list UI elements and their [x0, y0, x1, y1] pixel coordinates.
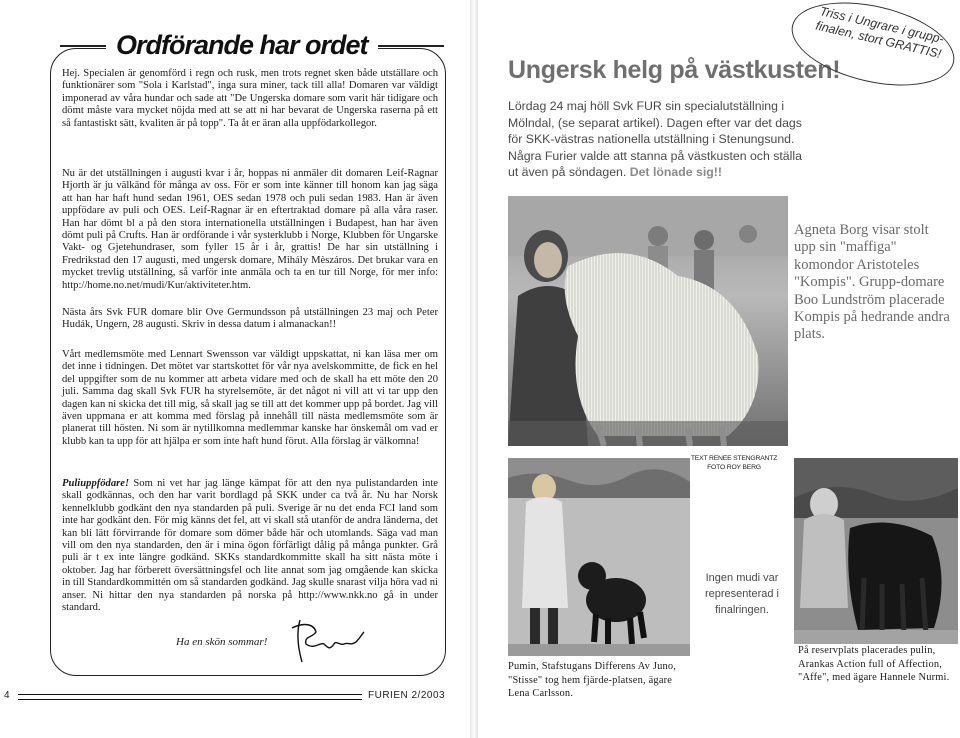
article-intro — [508, 98, 808, 181]
paragraph-body: Som ni vet har jag länge kämpat för att den nya pulistandarden inte skall godkännas, och den har varit bordlagd på SKK under ca två år. Nu har Norsk kennelklubb godkänt den nya standarden på puli. Sverige är nu det enda FCI land som inte har godkänt den. För mig känns det fel, att vi skall stå utanför de andra länderna, det kan bli lätt förvirrande för domare som dömer både här och utomlands. Säga vad man vill om den nya standarden, den är i mina ögon förfärligt dålig på många punkter. Grå puli är t ex inte längre godkänd. SKKs standardkommitte skall ha sitt nästa möte i oktober. Jag har förberett översättningsfel och lite annat som jag omgående kan skicka in till Standardkommittén om så standarden godkänd. Jag skulle snarast vilja höra vad ni anser. Ni hittar den nya standarden på norska på http://www.nkk.no gå in under standard. — [62, 478, 438, 614]
editorial-paragraph-3: Nästa års Svk FUR domare blir Ove Germundsson på utställningen 23 maj och Peter Hudák, Ungern, 28 augusti. Skriv in dessa datum i almanackan!! — [62, 307, 438, 331]
footer-issue: FURIEN 2/2003 — [368, 690, 446, 701]
article-headline: Ungersk helg på västkusten! — [508, 56, 841, 84]
paragraph-lead: Puliuppfödare! — [62, 478, 130, 489]
pumi-photo — [508, 458, 690, 656]
right-page — [478, 0, 960, 738]
page-gutter — [470, 0, 478, 738]
editorial-paragraph-1: Hej. Specialen är genomförd i regn och rusk, men trots regnet sken både utställare och funktionärer som "Sola i Karlstad", inga sura miner, tack till alla! Domaren var väldigt imponerad av våra hundar och sade att "De Ungerska domare som varit här tidigare och dömt måste vara mycket nöjda med att se att ni har bevarat de Ungerska raserna på ett så fantastiskt sätt, kvaliten är på topp". Ta åt er äran alla uppfödarkollegor. — [62, 68, 438, 129]
komondor-photo — [508, 196, 788, 446]
footer-rule — [18, 694, 362, 700]
editorial-title: Ordförande har ordet — [106, 30, 378, 61]
puli-image — [794, 458, 958, 644]
mudi-caption: Ingen mudi var representerad i finalringen. — [705, 572, 779, 616]
intro-emphasis: Det lönade sig!! — [626, 165, 722, 179]
title-rule-left — [60, 45, 110, 47]
komondor-image — [508, 196, 788, 446]
puli-caption: På reservplats placerades pulin, Arankas Action full of Affection, "Affe", med ägare Hannele Nurmi. — [798, 645, 950, 684]
puli-photo — [794, 458, 958, 644]
signature-icon — [286, 614, 366, 670]
photo-credits: TEXT RENEE STENGRANTZ FOTO ROY BERG — [690, 455, 778, 471]
pumi-caption: Pumin, Stafstugans Differens Av Juno, "Stisse" tog hem fjärde-platsen, ägare Lena Carlsson. — [508, 661, 677, 700]
komondor-caption: Agneta Borg visar stolt upp sin "maffiga" komondor Aristoteles "Kompis". Grupp-domare Boo Lundström placerade Kompis på hedrande andra plats. — [794, 222, 950, 343]
closing-greeting: Ha en skön sommar! — [176, 636, 268, 648]
congrats-badge-text: Triss i Ungrare i grupp-finalen, stort GRATTIS! — [814, 4, 946, 62]
pumi-image — [508, 458, 690, 656]
editorial-paragraph-5 — [62, 478, 438, 614]
editorial-paragraph-4: Vårt medlemsmöte med Lennart Swensson var väldigt uppskattat, ni kan läsa mer om det inne i tidningen. Det mötet var startskottet för vår nya avelskommitte, de fick en hel del uppgifter som de nu kommer att arbeta vidare med och de skall ha ett möte den 20 juli. Samma dag skall Svk FUR ha styrelsemöte, är det något ni vill att vi tar upp den dagen kan ni skicka det till mig, så skall jag se till att det kommer upp på bordet. Jag vill även uppmana er att komma med förslag på innehåll till nästa medlemsmöte som är planerat till hösten. Ni som är nytillkomna medlemmar kanske har önskemål om vad er klubb kan ta upp för att hjälpa er som inte haft hund förut. Alla förslag är välkomna! — [62, 349, 438, 447]
editorial-paragraph-2: Nu är det utställningen i augusti kvar i år, hoppas ni anmäler dit domaren Leif-Ragnar Hjorth är ju välkänd för många av oss. För er som inte känner till honom kan jag säga att han har haft hund sedan 1961, OES sedan 1978 och puli sedan 1983. Han är även uppfödare av puli och OES. Leif-Ragnar är en eftertraktad domare på alla våra raser. Han har dömt bl a på den stora internationella utställningen i Budapest, han har även dömt puli på Crufts. Han är ordförande i vår systerklubb i Norge, Klubben för Ungarske Vakt- og Gjetehundraser, som fyller 15 år i år, grattis! De har sin utställning i Fredrikstad den 17 augusti, med ungersk domare, Mihály Mèszáros. Det brukar vara en mycket trevlig utställning, så varför inte anmäla och ta en tur till Norge, för mer info: http://home.no.net/mudi/Kur/aktiviteter.htm. — [62, 168, 438, 291]
page-number: 4 — [4, 690, 10, 701]
left-page — [0, 0, 470, 738]
intro-text: Lördag 24 maj höll Svk FUR sin specialutställning i Mölndal, (se separat artikel). Dagen efter var det dags för SKK-västras nationella utställning i Stenungsund. Några Furier valde att stanna på västkusten och ställa ut även på söndagen. — [508, 99, 802, 179]
